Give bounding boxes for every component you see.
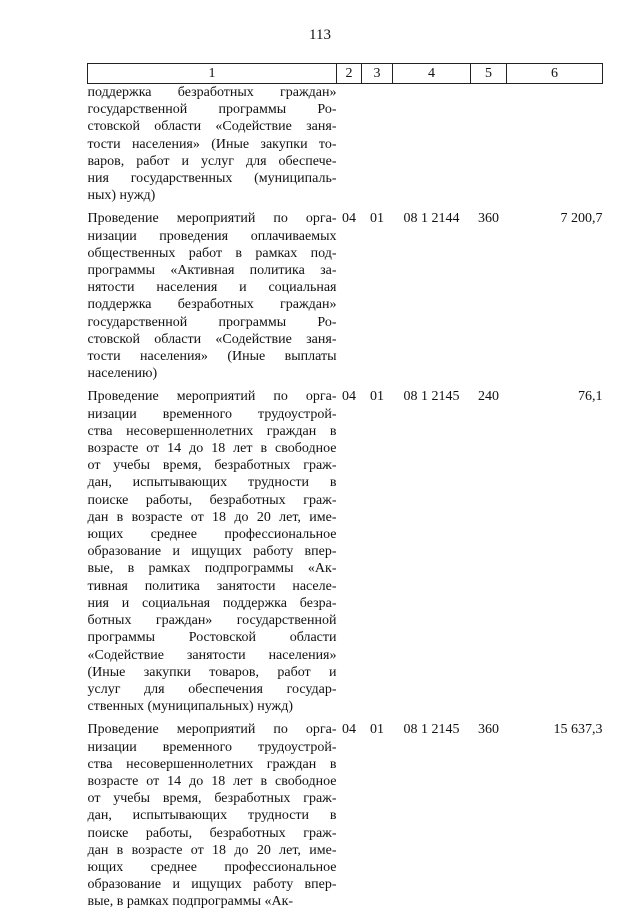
budget-table — [87, 63, 603, 917]
description-line: дан в возрасте от 18 до 20 лет, име- — [87, 842, 337, 858]
description-line: ния государственных (муниципаль- — [87, 171, 337, 187]
section-code: 04 — [342, 722, 356, 738]
subsection-code — [362, 84, 393, 211]
description-line: дан в возрасте от 18 до 20 лет, име- — [87, 509, 337, 525]
subsection-code: 01 — [370, 722, 384, 738]
table-row — [88, 721, 603, 916]
amount-value: 76,1 — [578, 389, 603, 405]
amount-value: 7 200,7 — [560, 211, 603, 227]
description-line: ботных граждан» государственной — [87, 613, 337, 629]
description-line: поддержка безработных граждан» — [87, 85, 337, 100]
description-line: государственной программы Ро- — [87, 314, 337, 330]
description-line: ющих среднее профессиональное — [87, 527, 337, 543]
description-line: ния и социальная поддержка безра- — [87, 595, 337, 611]
description-line: поиске работы, безработных граж- — [87, 492, 337, 508]
subsection-code: 01 — [370, 389, 384, 405]
description-line: ственных (муниципальных) нужд) — [87, 699, 293, 715]
description-line: тости населения» (Иные закупки то- — [87, 136, 337, 152]
description-line: вые, в рамках подпрограммы «Ак- — [87, 561, 337, 577]
target-article-code: 08 1 2144 — [403, 211, 460, 227]
description-line: возрасте от 14 до 18 лет в свободное — [87, 441, 337, 457]
expense-type-code: 240 — [478, 389, 499, 405]
description-line: общественных работ в рамках под- — [87, 245, 337, 261]
description-line: вые, в рамках подпрограммы «Ак- — [87, 894, 294, 910]
description-line: Проведение мероприятий по орга- — [87, 211, 337, 227]
description-line: (Иные закупки товаров, работ и — [87, 664, 337, 680]
description-line: ющих среднее профессиональное — [87, 859, 337, 875]
description-line: нятости населения и социальная — [87, 280, 337, 296]
description-line: от учебы время, безработных граж- — [87, 458, 337, 474]
description-line: низации временного трудоустрой- — [87, 739, 337, 755]
expense-type-code: 360 — [478, 722, 499, 738]
description-line: услуг для обеспечения государ- — [87, 681, 337, 697]
header-col-4: 4 — [393, 64, 471, 84]
header-col-5: 5 — [471, 64, 507, 84]
header-col-2: 2 — [337, 64, 362, 84]
table-body — [88, 84, 603, 917]
description-line: Проведение мероприятий по орга- — [87, 722, 337, 738]
description-line: образование и ищущих работу впер- — [87, 877, 337, 893]
table-row — [88, 84, 603, 211]
description-line: образование и ищущих работу впер- — [87, 544, 337, 560]
expense-type-code — [471, 84, 507, 211]
description-line: Проведение мероприятий по орга- — [87, 389, 337, 405]
section-code: 04 — [342, 389, 356, 405]
target-article-code — [393, 84, 471, 211]
description-line: тости населения» (Иные выплаты — [87, 349, 337, 365]
header-col-1: 1 — [88, 64, 337, 84]
description-line: государственной программы Ро- — [87, 102, 337, 118]
description-line: возрасте от 14 до 18 лет в свободное — [87, 773, 337, 789]
target-article-code: 08 1 2145 — [403, 389, 460, 405]
description-line: низации временного трудоустрой- — [87, 406, 337, 422]
description-line: «Содействие занятости населения» — [87, 647, 337, 663]
description-line: поиске работы, безработных граж- — [87, 825, 337, 841]
description-line: программы Ростовской области — [87, 630, 337, 646]
section-code — [337, 84, 362, 211]
description-line: от учебы время, безработных граж- — [87, 791, 337, 807]
row-description — [88, 721, 337, 916]
description-line: поддержка безработных граждан» — [87, 297, 337, 313]
description-line: стовской области «Содействие заня- — [87, 331, 337, 347]
description-line: ства несовершеннолетних граждан в — [87, 423, 337, 439]
header-col-6: 6 — [507, 64, 603, 84]
description-line: тивная политика занятости населе- — [87, 578, 337, 594]
description-line: низации проведения оплачиваемых — [87, 228, 337, 244]
expense-type-code: 360 — [478, 211, 499, 227]
description-line: ства несовершеннолетних граждан в — [87, 756, 337, 772]
description-line: варов, работ и услуг для обеспече- — [87, 153, 337, 169]
amount-value: 15 637,3 — [553, 722, 603, 738]
description-line: населению) — [87, 366, 158, 382]
amount-value — [507, 84, 603, 211]
header-col-3: 3 — [362, 64, 393, 84]
row-description — [88, 210, 337, 388]
page-number: 113 — [309, 27, 331, 43]
table-row — [88, 210, 603, 388]
target-article-code: 08 1 2145 — [403, 722, 460, 738]
row-description — [88, 388, 337, 721]
description-line: программы «Активная политика за- — [87, 263, 337, 279]
table-header-row — [88, 64, 603, 84]
subsection-code: 01 — [370, 211, 384, 227]
section-code: 04 — [342, 211, 356, 227]
row-description — [88, 84, 337, 211]
description-line: дан, испытывающих трудности в — [87, 475, 337, 491]
table-row — [88, 388, 603, 721]
description-line: ных) нужд) — [87, 188, 156, 204]
description-line: дан, испытывающих трудности в — [87, 808, 337, 824]
description-line: стовской области «Содействие заня- — [87, 119, 337, 135]
